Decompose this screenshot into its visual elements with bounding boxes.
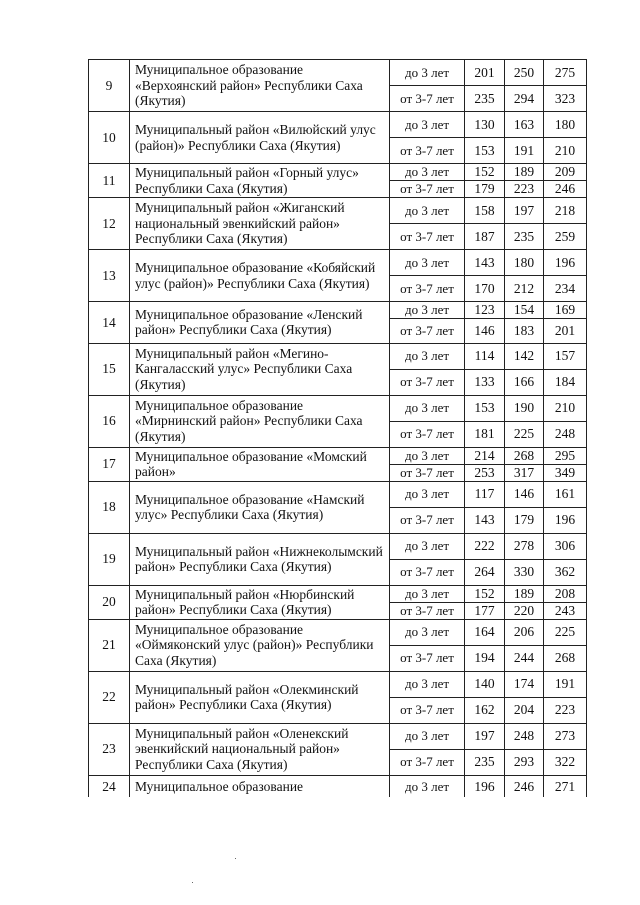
value-cell: 143 <box>465 250 505 276</box>
table-row <box>89 343 587 369</box>
age-group: от 3-7 лет <box>390 138 465 164</box>
municipality-name: Муниципальное образование «Мирнинский район» Республики Саха (Якутия) <box>130 395 390 447</box>
value-cell: 271 <box>544 775 587 797</box>
age-group: до 3 лет <box>390 533 465 559</box>
row-number: 11 <box>89 164 130 198</box>
value-cell: 197 <box>465 723 505 749</box>
value-cell: 210 <box>544 138 587 164</box>
value-cell: 246 <box>505 775 544 797</box>
table-row <box>89 481 587 507</box>
municipality-name: Муниципальный район «Оленекский эвенкийский национальный район» Республики Саха (Якутия) <box>130 723 390 775</box>
age-group: от 3-7 лет <box>390 749 465 775</box>
value-cell: 157 <box>544 343 587 369</box>
value-cell: 179 <box>465 181 505 198</box>
value-cell: 196 <box>465 775 505 797</box>
age-group: от 3-7 лет <box>390 86 465 112</box>
value-cell: 187 <box>465 224 505 250</box>
row-number: 17 <box>89 447 130 481</box>
age-group: до 3 лет <box>390 198 465 224</box>
table-row <box>89 585 587 602</box>
row-number: 10 <box>89 112 130 164</box>
municipality-name: Муниципальное образование «Оймяконский улус (район)» Республики Саха (Якутия) <box>130 619 390 671</box>
row-number: 20 <box>89 585 130 619</box>
scan-speck <box>235 858 236 859</box>
value-cell: 220 <box>505 602 544 619</box>
value-cell: 223 <box>505 181 544 198</box>
value-cell: 146 <box>505 481 544 507</box>
value-cell: 268 <box>544 645 587 671</box>
age-group: до 3 лет <box>390 723 465 749</box>
table-row <box>89 250 587 276</box>
age-group: от 3-7 лет <box>390 559 465 585</box>
value-cell: 268 <box>505 447 544 464</box>
row-number: 24 <box>89 775 130 797</box>
value-cell: 275 <box>544 60 587 86</box>
value-cell: 152 <box>465 164 505 181</box>
age-group: от 3-7 лет <box>390 369 465 395</box>
age-group: до 3 лет <box>390 250 465 276</box>
value-cell: 234 <box>544 276 587 302</box>
value-cell: 259 <box>544 224 587 250</box>
table-row <box>89 198 587 224</box>
municipality-name: Муниципальное образование «Момский район» <box>130 447 390 481</box>
value-cell: 166 <box>505 369 544 395</box>
row-number: 9 <box>89 60 130 112</box>
value-cell: 278 <box>505 533 544 559</box>
value-cell: 349 <box>544 464 587 481</box>
age-group: от 3-7 лет <box>390 421 465 447</box>
age-group: до 3 лет <box>390 671 465 697</box>
value-cell: 184 <box>544 369 587 395</box>
municipality-name: Муниципальное образование «Кобяйский улус (район)» Республики Саха (Якутия) <box>130 250 390 302</box>
age-group: до 3 лет <box>390 164 465 181</box>
age-group: до 3 лет <box>390 447 465 464</box>
municipality-name: Муниципальный район «Горный улус» Республики Саха (Якутия) <box>130 164 390 198</box>
age-group: до 3 лет <box>390 302 465 319</box>
row-number: 22 <box>89 671 130 723</box>
tariff-table <box>88 59 587 797</box>
value-cell: 253 <box>465 464 505 481</box>
row-number: 18 <box>89 481 130 533</box>
age-group: от 3-7 лет <box>390 697 465 723</box>
table-row <box>89 671 587 697</box>
value-cell: 189 <box>505 585 544 602</box>
table-row <box>89 723 587 749</box>
value-cell: 208 <box>544 585 587 602</box>
value-cell: 201 <box>544 318 587 343</box>
value-cell: 235 <box>505 224 544 250</box>
value-cell: 218 <box>544 198 587 224</box>
municipality-name: Муниципальное образование «Ленский район» Республики Саха (Якутия) <box>130 302 390 344</box>
age-group: от 3-7 лет <box>390 181 465 198</box>
value-cell: 264 <box>465 559 505 585</box>
row-number: 16 <box>89 395 130 447</box>
age-group: до 3 лет <box>390 112 465 138</box>
age-group: от 3-7 лет <box>390 318 465 343</box>
value-cell: 295 <box>544 447 587 464</box>
value-cell: 197 <box>505 198 544 224</box>
municipality-name: Муниципальный район «Нюрбинский район» Республики Саха (Якутия) <box>130 585 390 619</box>
value-cell: 180 <box>544 112 587 138</box>
value-cell: 194 <box>465 645 505 671</box>
age-group: до 3 лет <box>390 775 465 797</box>
row-number: 13 <box>89 250 130 302</box>
municipality-name: Муниципальный район «Вилюйский улус (район)» Республики Саха (Якутия) <box>130 112 390 164</box>
value-cell: 201 <box>465 60 505 86</box>
row-number: 15 <box>89 343 130 395</box>
value-cell: 323 <box>544 86 587 112</box>
age-group: до 3 лет <box>390 60 465 86</box>
value-cell: 191 <box>505 138 544 164</box>
table-row <box>89 533 587 559</box>
age-group: до 3 лет <box>390 585 465 602</box>
age-group: от 3-7 лет <box>390 276 465 302</box>
value-cell: 250 <box>505 60 544 86</box>
value-cell: 177 <box>465 602 505 619</box>
municipality-name: Муниципальный район «Мегино-Кангаласский улус» Республики Саха (Якутия) <box>130 343 390 395</box>
value-cell: 133 <box>465 369 505 395</box>
value-cell: 222 <box>465 533 505 559</box>
row-number: 23 <box>89 723 130 775</box>
age-group: от 3-7 лет <box>390 224 465 250</box>
age-group: от 3-7 лет <box>390 507 465 533</box>
value-cell: 246 <box>544 181 587 198</box>
value-cell: 174 <box>505 671 544 697</box>
value-cell: 142 <box>505 343 544 369</box>
value-cell: 293 <box>505 749 544 775</box>
value-cell: 209 <box>544 164 587 181</box>
table-row <box>89 775 587 797</box>
value-cell: 225 <box>544 619 587 645</box>
scan-speck <box>192 882 193 883</box>
age-group: от 3-7 лет <box>390 645 465 671</box>
value-cell: 180 <box>505 250 544 276</box>
value-cell: 183 <box>505 318 544 343</box>
value-cell: 161 <box>544 481 587 507</box>
row-number: 21 <box>89 619 130 671</box>
value-cell: 306 <box>544 533 587 559</box>
value-cell: 294 <box>505 86 544 112</box>
value-cell: 146 <box>465 318 505 343</box>
value-cell: 181 <box>465 421 505 447</box>
value-cell: 170 <box>465 276 505 302</box>
value-cell: 235 <box>465 749 505 775</box>
age-group: от 3-7 лет <box>390 602 465 619</box>
value-cell: 169 <box>544 302 587 319</box>
age-group: до 3 лет <box>390 619 465 645</box>
value-cell: 153 <box>465 395 505 421</box>
value-cell: 162 <box>465 697 505 723</box>
value-cell: 140 <box>465 671 505 697</box>
row-number: 14 <box>89 302 130 344</box>
value-cell: 114 <box>465 343 505 369</box>
value-cell: 196 <box>544 507 587 533</box>
municipality-name: Муниципальное образование <box>130 775 390 797</box>
value-cell: 204 <box>505 697 544 723</box>
table-row <box>89 619 587 645</box>
value-cell: 123 <box>465 302 505 319</box>
value-cell: 154 <box>505 302 544 319</box>
value-cell: 225 <box>505 421 544 447</box>
value-cell: 163 <box>505 112 544 138</box>
value-cell: 322 <box>544 749 587 775</box>
table-row <box>89 395 587 421</box>
municipality-name: Муниципальный район «Жиганский национальный эвенкийский район» Республики Саха (Якутия) <box>130 198 390 250</box>
value-cell: 212 <box>505 276 544 302</box>
value-cell: 152 <box>465 585 505 602</box>
value-cell: 190 <box>505 395 544 421</box>
value-cell: 196 <box>544 250 587 276</box>
value-cell: 206 <box>505 619 544 645</box>
table-row <box>89 60 587 86</box>
value-cell: 189 <box>505 164 544 181</box>
value-cell: 210 <box>544 395 587 421</box>
age-group: от 3-7 лет <box>390 464 465 481</box>
age-group: до 3 лет <box>390 395 465 421</box>
value-cell: 330 <box>505 559 544 585</box>
value-cell: 235 <box>465 86 505 112</box>
table-row <box>89 164 587 181</box>
value-cell: 179 <box>505 507 544 533</box>
age-group: до 3 лет <box>390 481 465 507</box>
value-cell: 248 <box>544 421 587 447</box>
municipality-name: Муниципальное образование «Намский улус» Республики Саха (Якутия) <box>130 481 390 533</box>
value-cell: 362 <box>544 559 587 585</box>
municipality-name: Муниципальный район «Нижнеколымский район» Республики Саха (Якутия) <box>130 533 390 585</box>
row-number: 19 <box>89 533 130 585</box>
value-cell: 223 <box>544 697 587 723</box>
value-cell: 243 <box>544 602 587 619</box>
row-number: 12 <box>89 198 130 250</box>
table-row <box>89 302 587 319</box>
municipality-name: Муниципальное образование «Верхоянский район» Республики Саха (Якутия) <box>130 60 390 112</box>
age-group: до 3 лет <box>390 343 465 369</box>
table-row <box>89 112 587 138</box>
value-cell: 164 <box>465 619 505 645</box>
value-cell: 214 <box>465 447 505 464</box>
value-cell: 158 <box>465 198 505 224</box>
value-cell: 317 <box>505 464 544 481</box>
value-cell: 153 <box>465 138 505 164</box>
value-cell: 244 <box>505 645 544 671</box>
value-cell: 130 <box>465 112 505 138</box>
table-row <box>89 447 587 464</box>
value-cell: 248 <box>505 723 544 749</box>
municipality-name: Муниципальный район «Олекминский район» Республики Саха (Якутия) <box>130 671 390 723</box>
value-cell: 143 <box>465 507 505 533</box>
value-cell: 191 <box>544 671 587 697</box>
value-cell: 273 <box>544 723 587 749</box>
table-body <box>89 60 587 798</box>
value-cell: 117 <box>465 481 505 507</box>
